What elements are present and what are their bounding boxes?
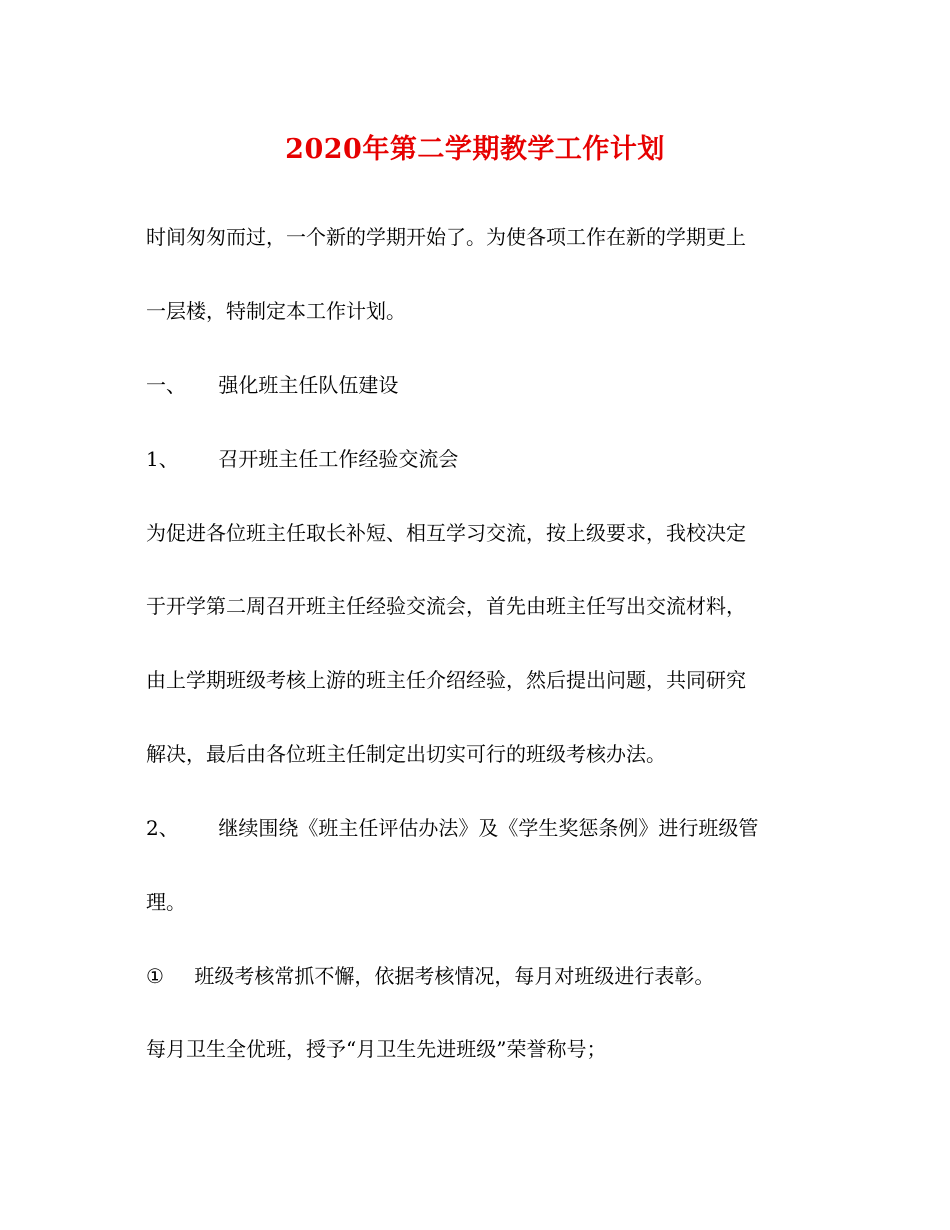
section-heading bbox=[146, 369, 398, 401]
body-line bbox=[146, 738, 666, 770]
body-line bbox=[146, 590, 746, 622]
subsection-number: 2、 bbox=[146, 816, 179, 840]
body-line bbox=[146, 1033, 606, 1065]
document-title: 2020年第二学期教学工作计划 bbox=[285, 134, 665, 165]
list-item bbox=[146, 960, 714, 992]
circled-number: ① bbox=[146, 964, 164, 988]
list-item-text: 班级考核常抓不懈，依据考核情况，每月对班级进行表彰。 bbox=[194, 964, 715, 988]
line-text: 于开学第二周召开班主任经验交流会，首先由班主任写出交流材料， bbox=[146, 594, 746, 618]
subsection-heading bbox=[146, 812, 758, 844]
line-text: 由上学期班级考核上游的班主任介绍经验，然后提出问题，共同研究 bbox=[146, 668, 746, 692]
subsection-heading-text: 召开班主任工作经验交流会 bbox=[218, 447, 459, 471]
line-text: 每月卫生全优班，授予“月卫生先进班级”荣誉称号； bbox=[146, 1037, 607, 1061]
body-line bbox=[146, 664, 746, 696]
section-number: 一、 bbox=[146, 373, 186, 397]
subsection-number: 1、 bbox=[146, 447, 179, 471]
body-line bbox=[146, 886, 186, 918]
body-line bbox=[146, 517, 746, 549]
section-heading-text: 强化班主任队伍建设 bbox=[218, 373, 399, 397]
line-text: 为促进各位班主任取长补短、相互学习交流，按上级要求，我校决定 bbox=[146, 521, 746, 545]
line-text: 理。 bbox=[146, 890, 186, 914]
line-text: 时间匆匆而过，一个新的学期开始了。为使各项工作在新的学期更上 bbox=[146, 225, 746, 249]
line-text: 解决，最后由各位班主任制定出切实可行的班级考核办法。 bbox=[146, 742, 666, 766]
subsection-heading-text: 继续围绕《班主任评估办法》及《学生奖惩条例》进行班级管 bbox=[218, 816, 759, 840]
line-text: 一层楼，特制定本工作计划。 bbox=[146, 299, 406, 323]
body-line bbox=[146, 221, 746, 253]
subsection-heading bbox=[146, 443, 458, 475]
body-line bbox=[146, 295, 406, 327]
